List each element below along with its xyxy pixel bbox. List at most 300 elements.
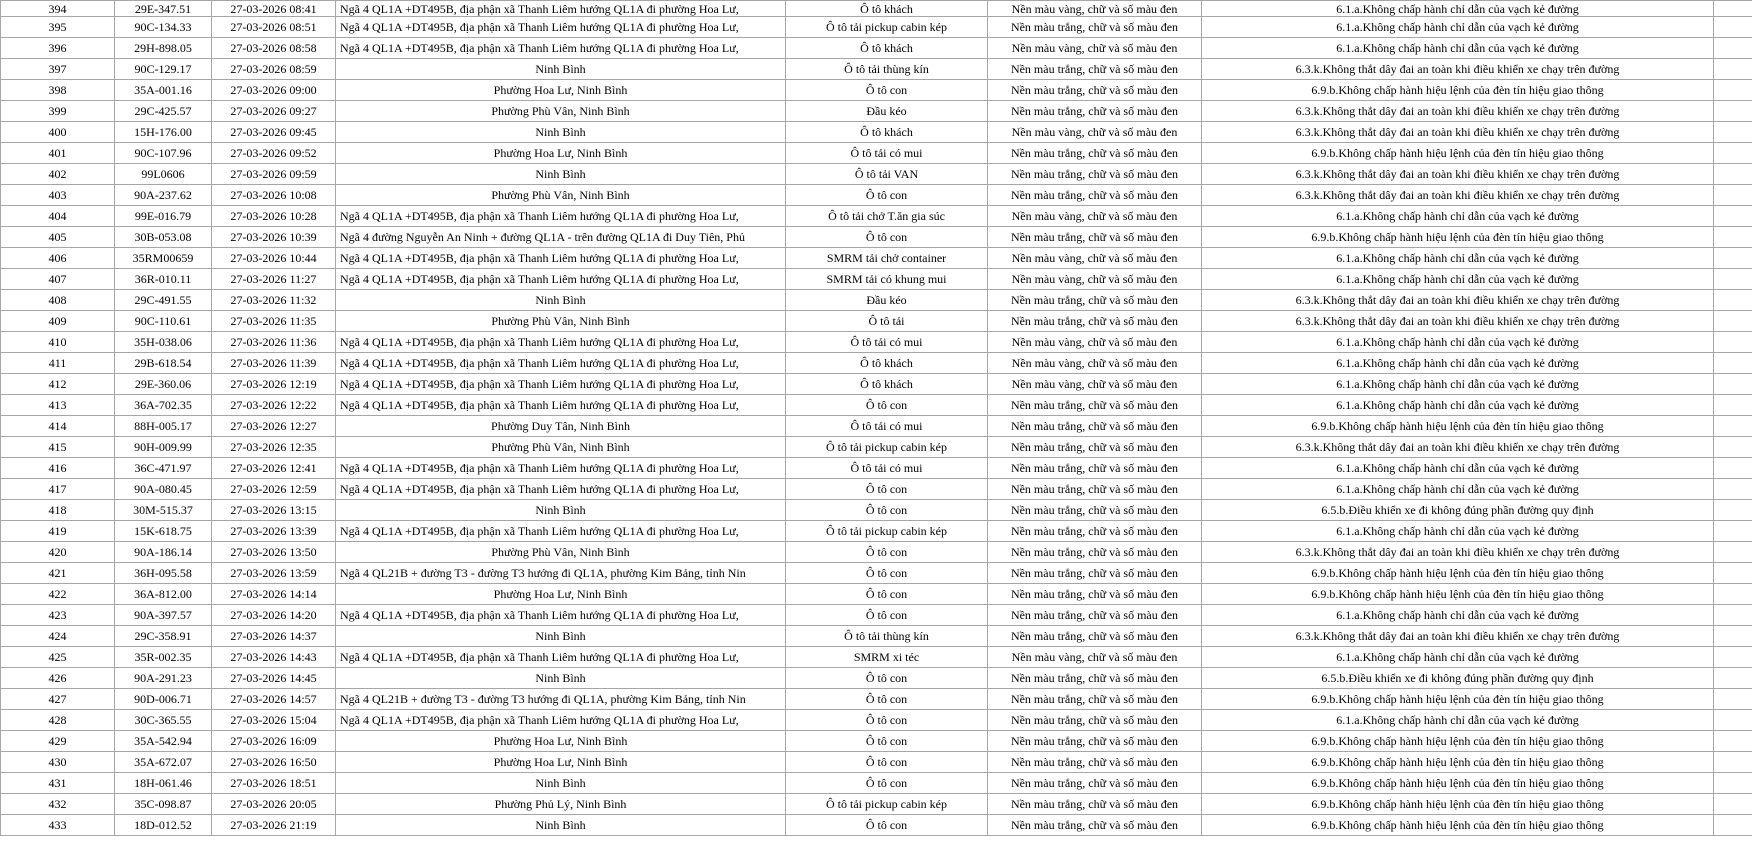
location-cell[interactable]: Phường Phủ Lý, Ninh Bình: [336, 794, 786, 815]
violation-time-cell[interactable]: 27-03-2026 12:27: [212, 416, 336, 437]
table-row[interactable]: [1, 374, 1752, 395]
violation-cell[interactable]: 6.9.b.Không chấp hành hiệu lệnh của đèn tín hiệu giao thông: [1202, 731, 1714, 752]
vehicle-type-cell[interactable]: Ô tô tải VAN: [786, 164, 988, 185]
empty-cell[interactable]: [1714, 353, 1752, 374]
plate-color-cell[interactable]: Nền màu trắng, chữ và số màu đen: [988, 164, 1202, 185]
row-number-cell[interactable]: 409: [1, 311, 115, 332]
plate-color-cell[interactable]: Nền màu vàng, chữ và số màu đen: [988, 353, 1202, 374]
empty-cell[interactable]: [1714, 605, 1752, 626]
location-cell[interactable]: Ngã 4 QL1A +DT495B, địa phận xã Thanh Liêm hướng QL1A đi phường Hoa Lư,: [336, 332, 786, 353]
plate-color-cell[interactable]: Nền màu vàng, chữ và số màu đen: [988, 1, 1202, 17]
plate-number-cell[interactable]: 90A-237.62: [115, 185, 212, 206]
plate-number-cell[interactable]: 29C-358.91: [115, 626, 212, 647]
plate-number-cell[interactable]: 90C-129.17: [115, 59, 212, 80]
violation-cell[interactable]: 6.9.b.Không chấp hành hiệu lệnh của đèn tín hiệu giao thông: [1202, 563, 1714, 584]
violation-cell[interactable]: 6.1.a.Không chấp hành chỉ dẫn của vạch kẻ đường: [1202, 206, 1714, 227]
violation-time-cell[interactable]: 27-03-2026 09:52: [212, 143, 336, 164]
location-cell[interactable]: Phường Hoa Lư, Ninh Bình: [336, 143, 786, 164]
row-number-cell[interactable]: 432: [1, 794, 115, 815]
row-number-cell[interactable]: 420: [1, 542, 115, 563]
table-row[interactable]: [1, 815, 1752, 836]
row-number-cell[interactable]: 429: [1, 731, 115, 752]
table-row[interactable]: [1, 227, 1752, 248]
table-row[interactable]: [1, 584, 1752, 605]
plate-number-cell[interactable]: 36A-812.00: [115, 584, 212, 605]
location-cell[interactable]: Ngã 4 QL21B + đường T3 - đường T3 hướng đi QL1A, phường Kim Bảng, tỉnh Nin: [336, 689, 786, 710]
vehicle-type-cell[interactable]: Ô tô tải pickup cabin kép: [786, 794, 988, 815]
plate-color-cell[interactable]: Nền màu vàng, chữ và số màu đen: [988, 269, 1202, 290]
location-cell[interactable]: Ninh Bình: [336, 773, 786, 794]
plate-color-cell[interactable]: Nền màu trắng, chữ và số màu đen: [988, 458, 1202, 479]
vehicle-type-cell[interactable]: Ô tô tải thùng kín: [786, 626, 988, 647]
plate-color-cell[interactable]: Nền màu trắng, chữ và số màu đen: [988, 290, 1202, 311]
violation-cell[interactable]: 6.5.b.Điều khiển xe đi không đúng phần đường quy định: [1202, 668, 1714, 689]
vehicle-type-cell[interactable]: Ô tô khách: [786, 38, 988, 59]
table-row[interactable]: [1, 668, 1752, 689]
location-cell[interactable]: Phường Phù Vân, Ninh Bình: [336, 185, 786, 206]
violation-time-cell[interactable]: 27-03-2026 09:00: [212, 80, 336, 101]
location-cell[interactable]: Ngã 4 QL21B + đường T3 - đường T3 hướng đi QL1A, phường Kim Bảng, tỉnh Nin: [336, 563, 786, 584]
empty-cell[interactable]: [1714, 416, 1752, 437]
violation-time-cell[interactable]: 27-03-2026 16:50: [212, 752, 336, 773]
location-cell[interactable]: Ninh Bình: [336, 164, 786, 185]
violation-cell[interactable]: 6.1.a.Không chấp hành chỉ dẫn của vạch kẻ đường: [1202, 647, 1714, 668]
vehicle-type-cell[interactable]: Ô tô tải: [786, 311, 988, 332]
plate-color-cell[interactable]: Nền màu trắng, chữ và số màu đen: [988, 80, 1202, 101]
empty-cell[interactable]: [1714, 17, 1752, 38]
violation-time-cell[interactable]: 27-03-2026 10:39: [212, 227, 336, 248]
empty-cell[interactable]: [1714, 563, 1752, 584]
plate-number-cell[interactable]: 30C-365.55: [115, 710, 212, 731]
plate-color-cell[interactable]: Nền màu vàng, chữ và số màu đen: [988, 248, 1202, 269]
location-cell[interactable]: Ngã 4 QL1A +DT495B, địa phận xã Thanh Liêm hướng QL1A đi phường Hoa Lư,: [336, 647, 786, 668]
vehicle-type-cell[interactable]: Đầu kéo: [786, 290, 988, 311]
violation-cell[interactable]: 6.9.b.Không chấp hành hiệu lệnh của đèn tín hiệu giao thông: [1202, 416, 1714, 437]
row-number-cell[interactable]: 423: [1, 605, 115, 626]
location-cell[interactable]: Ngã 4 QL1A +DT495B, địa phận xã Thanh Liêm hướng QL1A đi phường Hoa Lư,: [336, 1, 786, 17]
row-number-cell[interactable]: 415: [1, 437, 115, 458]
location-cell[interactable]: Ngã 4 QL1A +DT495B, địa phận xã Thanh Liêm hướng QL1A đi phường Hoa Lư,: [336, 395, 786, 416]
plate-number-cell[interactable]: 35A-672.07: [115, 752, 212, 773]
plate-number-cell[interactable]: 35H-038.06: [115, 332, 212, 353]
empty-cell[interactable]: [1714, 437, 1752, 458]
vehicle-type-cell[interactable]: Ô tô tải có mui: [786, 458, 988, 479]
violation-time-cell[interactable]: 27-03-2026 11:35: [212, 311, 336, 332]
vehicle-type-cell[interactable]: Ô tô con: [786, 605, 988, 626]
location-cell[interactable]: Ngã 4 QL1A +DT495B, địa phận xã Thanh Liêm hướng QL1A đi phường Hoa Lư,: [336, 206, 786, 227]
violation-time-cell[interactable]: 27-03-2026 16:09: [212, 731, 336, 752]
plate-color-cell[interactable]: Nền màu trắng, chữ và số màu đen: [988, 668, 1202, 689]
empty-cell[interactable]: [1714, 626, 1752, 647]
violation-cell[interactable]: 6.3.k.Không thắt dây đai an toàn khi điều khiển xe chạy trên đường: [1202, 311, 1714, 332]
vehicle-type-cell[interactable]: Ô tô con: [786, 815, 988, 836]
plate-number-cell[interactable]: 36A-702.35: [115, 395, 212, 416]
row-number-cell[interactable]: 412: [1, 374, 115, 395]
plate-number-cell[interactable]: 29C-425.57: [115, 101, 212, 122]
table-row[interactable]: [1, 563, 1752, 584]
empty-cell[interactable]: [1714, 794, 1752, 815]
location-cell[interactable]: Phường Duy Tân, Ninh Bình: [336, 416, 786, 437]
vehicle-type-cell[interactable]: SMRM tải có khung mui: [786, 269, 988, 290]
table-row[interactable]: [1, 605, 1752, 626]
location-cell[interactable]: Phường Hoa Lư, Ninh Bình: [336, 731, 786, 752]
violation-cell[interactable]: 6.1.a.Không chấp hành chỉ dẫn của vạch kẻ đường: [1202, 1, 1714, 17]
plate-color-cell[interactable]: Nền màu trắng, chữ và số màu đen: [988, 773, 1202, 794]
violation-cell[interactable]: 6.9.b.Không chấp hành hiệu lệnh của đèn tín hiệu giao thông: [1202, 80, 1714, 101]
vehicle-type-cell[interactable]: Ô tô con: [786, 185, 988, 206]
vehicle-type-cell[interactable]: Ô tô tải pickup cabin kép: [786, 437, 988, 458]
plate-color-cell[interactable]: Nền màu vàng, chữ và số màu đen: [988, 206, 1202, 227]
empty-cell[interactable]: [1714, 101, 1752, 122]
table-row[interactable]: [1, 542, 1752, 563]
row-number-cell[interactable]: 430: [1, 752, 115, 773]
plate-number-cell[interactable]: 29C-491.55: [115, 290, 212, 311]
empty-cell[interactable]: [1714, 458, 1752, 479]
plate-number-cell[interactable]: 36C-471.97: [115, 458, 212, 479]
violation-time-cell[interactable]: 27-03-2026 12:41: [212, 458, 336, 479]
violation-time-cell[interactable]: 27-03-2026 12:19: [212, 374, 336, 395]
location-cell[interactable]: Phường Phù Vân, Ninh Bình: [336, 311, 786, 332]
table-row[interactable]: [1, 521, 1752, 542]
row-number-cell[interactable]: 422: [1, 584, 115, 605]
violation-cell[interactable]: 6.9.b.Không chấp hành hiệu lệnh của đèn tín hiệu giao thông: [1202, 794, 1714, 815]
violation-time-cell[interactable]: 27-03-2026 09:45: [212, 122, 336, 143]
empty-cell[interactable]: [1714, 122, 1752, 143]
location-cell[interactable]: Ngã 4 QL1A +DT495B, địa phận xã Thanh Liêm hướng QL1A đi phường Hoa Lư,: [336, 605, 786, 626]
violation-time-cell[interactable]: 27-03-2026 15:04: [212, 710, 336, 731]
location-cell[interactable]: Ngã 4 QL1A +DT495B, địa phận xã Thanh Liêm hướng QL1A đi phường Hoa Lư,: [336, 248, 786, 269]
vehicle-type-cell[interactable]: Ô tô con: [786, 731, 988, 752]
empty-cell[interactable]: [1714, 38, 1752, 59]
violation-time-cell[interactable]: 27-03-2026 13:39: [212, 521, 336, 542]
violation-cell[interactable]: 6.3.k.Không thắt dây đai an toàn khi điều khiển xe chạy trên đường: [1202, 437, 1714, 458]
location-cell[interactable]: Ngã 4 QL1A +DT495B, địa phận xã Thanh Liêm hướng QL1A đi phường Hoa Lư,: [336, 479, 786, 500]
plate-color-cell[interactable]: Nền màu trắng, chữ và số màu đen: [988, 500, 1202, 521]
vehicle-type-cell[interactable]: Ô tô con: [786, 668, 988, 689]
row-number-cell[interactable]: 426: [1, 668, 115, 689]
violation-time-cell[interactable]: 27-03-2026 11:27: [212, 269, 336, 290]
location-cell[interactable]: Ngã 4 QL1A +DT495B, địa phận xã Thanh Liêm hướng QL1A đi phường Hoa Lư,: [336, 521, 786, 542]
plate-color-cell[interactable]: Nền màu vàng, chữ và số màu đen: [988, 332, 1202, 353]
location-cell[interactable]: Phường Hoa Lư, Ninh Bình: [336, 584, 786, 605]
violation-time-cell[interactable]: 27-03-2026 13:59: [212, 563, 336, 584]
table-row[interactable]: [1, 248, 1752, 269]
plate-color-cell[interactable]: Nền màu trắng, chữ và số màu đen: [988, 521, 1202, 542]
plate-color-cell[interactable]: Nền màu vàng, chữ và số màu đen: [988, 374, 1202, 395]
row-number-cell[interactable]: 427: [1, 689, 115, 710]
location-cell[interactable]: Ninh Bình: [336, 122, 786, 143]
plate-color-cell[interactable]: Nền màu trắng, chữ và số màu đen: [988, 584, 1202, 605]
plate-number-cell[interactable]: 15K-618.75: [115, 521, 212, 542]
row-number-cell[interactable]: 425: [1, 647, 115, 668]
row-number-cell[interactable]: 433: [1, 815, 115, 836]
table-row[interactable]: [1, 626, 1752, 647]
violation-cell[interactable]: 6.1.a.Không chấp hành chỉ dẫn của vạch kẻ đường: [1202, 248, 1714, 269]
table-row[interactable]: [1, 731, 1752, 752]
plate-color-cell[interactable]: Nền màu trắng, chữ và số màu đen: [988, 311, 1202, 332]
plate-color-cell[interactable]: Nền màu trắng, chữ và số màu đen: [988, 437, 1202, 458]
row-number-cell[interactable]: 405: [1, 227, 115, 248]
plate-color-cell[interactable]: Nền màu trắng, chữ và số màu đen: [988, 17, 1202, 38]
violation-time-cell[interactable]: 27-03-2026 12:59: [212, 479, 336, 500]
empty-cell[interactable]: [1714, 542, 1752, 563]
row-number-cell[interactable]: 419: [1, 521, 115, 542]
row-number-cell[interactable]: 417: [1, 479, 115, 500]
violation-cell[interactable]: 6.3.k.Không thắt dây đai an toàn khi điều khiển xe chạy trên đường: [1202, 185, 1714, 206]
table-row[interactable]: [1, 269, 1752, 290]
table-row[interactable]: [1, 59, 1752, 80]
plate-number-cell[interactable]: 90D-006.71: [115, 689, 212, 710]
vehicle-type-cell[interactable]: Ô tô tải chở T.ăn gia súc: [786, 206, 988, 227]
location-cell[interactable]: Ninh Bình: [336, 290, 786, 311]
empty-cell[interactable]: [1714, 311, 1752, 332]
plate-number-cell[interactable]: 90A-186.14: [115, 542, 212, 563]
vehicle-type-cell[interactable]: Ô tô con: [786, 500, 988, 521]
location-cell[interactable]: Ninh Bình: [336, 815, 786, 836]
vehicle-type-cell[interactable]: SMRM xi téc: [786, 647, 988, 668]
plate-number-cell[interactable]: 90C-134.33: [115, 17, 212, 38]
vehicle-type-cell[interactable]: Ô tô con: [786, 80, 988, 101]
violation-time-cell[interactable]: 27-03-2026 08:59: [212, 59, 336, 80]
plate-color-cell[interactable]: Nền màu trắng, chữ và số màu đen: [988, 416, 1202, 437]
plate-number-cell[interactable]: 36H-095.58: [115, 563, 212, 584]
empty-cell[interactable]: [1714, 248, 1752, 269]
violation-cell[interactable]: 6.1.a.Không chấp hành chỉ dẫn của vạch kẻ đường: [1202, 521, 1714, 542]
violation-cell[interactable]: 6.9.b.Không chấp hành hiệu lệnh của đèn tín hiệu giao thông: [1202, 143, 1714, 164]
empty-cell[interactable]: [1714, 206, 1752, 227]
vehicle-type-cell[interactable]: Ô tô khách: [786, 1, 988, 17]
row-number-cell[interactable]: 413: [1, 395, 115, 416]
plate-number-cell[interactable]: 99L0606: [115, 164, 212, 185]
vehicle-type-cell[interactable]: Ô tô tải pickup cabin kép: [786, 17, 988, 38]
violation-time-cell[interactable]: 27-03-2026 10:08: [212, 185, 336, 206]
violation-cell[interactable]: 6.9.b.Không chấp hành hiệu lệnh của đèn tín hiệu giao thông: [1202, 752, 1714, 773]
violation-time-cell[interactable]: 27-03-2026 08:51: [212, 17, 336, 38]
plate-number-cell[interactable]: 99E-016.79: [115, 206, 212, 227]
location-cell[interactable]: Phường Phù Vân, Ninh Bình: [336, 101, 786, 122]
vehicle-type-cell[interactable]: Ô tô con: [786, 479, 988, 500]
row-number-cell[interactable]: 414: [1, 416, 115, 437]
vehicle-type-cell[interactable]: Ô tô khách: [786, 353, 988, 374]
location-cell[interactable]: Phường Phù Vân, Ninh Bình: [336, 542, 786, 563]
table-row[interactable]: [1, 206, 1752, 227]
plate-color-cell[interactable]: Nền màu trắng, chữ và số màu đen: [988, 731, 1202, 752]
empty-cell[interactable]: [1714, 332, 1752, 353]
plate-color-cell[interactable]: Nền màu trắng, chữ và số màu đen: [988, 563, 1202, 584]
plate-number-cell[interactable]: 88H-005.17: [115, 416, 212, 437]
empty-cell[interactable]: [1714, 80, 1752, 101]
plate-color-cell[interactable]: Nền màu vàng, chữ và số màu đen: [988, 38, 1202, 59]
vehicle-type-cell[interactable]: Ô tô con: [786, 542, 988, 563]
violation-time-cell[interactable]: 27-03-2026 08:41: [212, 1, 336, 17]
vehicle-type-cell[interactable]: Ô tô con: [786, 227, 988, 248]
table-row[interactable]: [1, 353, 1752, 374]
violation-time-cell[interactable]: 27-03-2026 20:05: [212, 794, 336, 815]
violation-time-cell[interactable]: 27-03-2026 14:57: [212, 689, 336, 710]
violation-cell[interactable]: 6.5.b.Điều khiển xe đi không đúng phần đường quy định: [1202, 500, 1714, 521]
violation-time-cell[interactable]: 27-03-2026 13:50: [212, 542, 336, 563]
empty-cell[interactable]: [1714, 290, 1752, 311]
violation-time-cell[interactable]: 27-03-2026 09:27: [212, 101, 336, 122]
vehicle-type-cell[interactable]: Ô tô tải có mui: [786, 416, 988, 437]
violation-time-cell[interactable]: 27-03-2026 18:51: [212, 773, 336, 794]
violation-cell[interactable]: 6.3.k.Không thắt dây đai an toàn khi điều khiển xe chạy trên đường: [1202, 164, 1714, 185]
table-row[interactable]: [1, 311, 1752, 332]
violation-cell[interactable]: 6.1.a.Không chấp hành chỉ dẫn của vạch kẻ đường: [1202, 17, 1714, 38]
violation-time-cell[interactable]: 27-03-2026 08:58: [212, 38, 336, 59]
violation-time-cell[interactable]: 27-03-2026 10:28: [212, 206, 336, 227]
location-cell[interactable]: Ninh Bình: [336, 59, 786, 80]
location-cell[interactable]: Phường Hoa Lư, Ninh Bình: [336, 752, 786, 773]
row-number-cell[interactable]: 404: [1, 206, 115, 227]
violation-time-cell[interactable]: 27-03-2026 10:44: [212, 248, 336, 269]
violation-cell[interactable]: 6.9.b.Không chấp hành hiệu lệnh của đèn tín hiệu giao thông: [1202, 584, 1714, 605]
violation-cell[interactable]: 6.1.a.Không chấp hành chỉ dẫn của vạch kẻ đường: [1202, 353, 1714, 374]
row-number-cell[interactable]: 421: [1, 563, 115, 584]
violation-cell[interactable]: 6.9.b.Không chấp hành hiệu lệnh của đèn tín hiệu giao thông: [1202, 815, 1714, 836]
empty-cell[interactable]: [1714, 479, 1752, 500]
violation-time-cell[interactable]: 27-03-2026 12:35: [212, 437, 336, 458]
plate-number-cell[interactable]: 18H-061.46: [115, 773, 212, 794]
row-number-cell[interactable]: 418: [1, 500, 115, 521]
location-cell[interactable]: Ngã 4 QL1A +DT495B, địa phận xã Thanh Liêm hướng QL1A đi phường Hoa Lư,: [336, 710, 786, 731]
empty-cell[interactable]: [1714, 59, 1752, 80]
empty-cell[interactable]: [1714, 185, 1752, 206]
plate-number-cell[interactable]: 90H-009.99: [115, 437, 212, 458]
empty-cell[interactable]: [1714, 584, 1752, 605]
location-cell[interactable]: Ngã 4 QL1A +DT495B, địa phận xã Thanh Liêm hướng QL1A đi phường Hoa Lư,: [336, 17, 786, 38]
plate-color-cell[interactable]: Nền màu trắng, chữ và số màu đen: [988, 815, 1202, 836]
vehicle-type-cell[interactable]: SMRM tải chở container: [786, 248, 988, 269]
table-row[interactable]: [1, 164, 1752, 185]
table-row[interactable]: [1, 689, 1752, 710]
vehicle-type-cell[interactable]: Ô tô con: [786, 773, 988, 794]
empty-cell[interactable]: [1714, 668, 1752, 689]
empty-cell[interactable]: [1714, 710, 1752, 731]
empty-cell[interactable]: [1714, 374, 1752, 395]
table-row[interactable]: [1, 332, 1752, 353]
plate-number-cell[interactable]: 29E-347.51: [115, 1, 212, 17]
table-row[interactable]: [1, 752, 1752, 773]
table-row[interactable]: [1, 38, 1752, 59]
plate-number-cell[interactable]: 35C-098.87: [115, 794, 212, 815]
plate-number-cell[interactable]: 35R-002.35: [115, 647, 212, 668]
violation-time-cell[interactable]: 27-03-2026 14:20: [212, 605, 336, 626]
empty-cell[interactable]: [1714, 164, 1752, 185]
row-number-cell[interactable]: 416: [1, 458, 115, 479]
table-row[interactable]: [1, 710, 1752, 731]
row-number-cell[interactable]: 397: [1, 59, 115, 80]
violation-cell[interactable]: 6.1.a.Không chấp hành chỉ dẫn của vạch kẻ đường: [1202, 605, 1714, 626]
location-cell[interactable]: Phường Phù Vân, Ninh Bình: [336, 437, 786, 458]
plate-number-cell[interactable]: 29E-360.06: [115, 374, 212, 395]
violation-time-cell[interactable]: 27-03-2026 14:45: [212, 668, 336, 689]
row-number-cell[interactable]: 408: [1, 290, 115, 311]
empty-cell[interactable]: [1714, 689, 1752, 710]
table-row[interactable]: [1, 479, 1752, 500]
violation-cell[interactable]: 6.1.a.Không chấp hành chỉ dẫn của vạch kẻ đường: [1202, 332, 1714, 353]
plate-color-cell[interactable]: Nền màu trắng, chữ và số màu đen: [988, 752, 1202, 773]
plate-color-cell[interactable]: Nền màu trắng, chữ và số màu đen: [988, 479, 1202, 500]
empty-cell[interactable]: [1714, 1, 1752, 17]
plate-color-cell[interactable]: Nền màu vàng, chữ và số màu đen: [988, 122, 1202, 143]
table-row[interactable]: [1, 458, 1752, 479]
violation-cell[interactable]: 6.1.a.Không chấp hành chỉ dẫn của vạch kẻ đường: [1202, 38, 1714, 59]
plate-color-cell[interactable]: Nền màu trắng, chữ và số màu đen: [988, 101, 1202, 122]
vehicle-type-cell[interactable]: Ô tô con: [786, 395, 988, 416]
plate-number-cell[interactable]: 90A-397.57: [115, 605, 212, 626]
row-number-cell[interactable]: 407: [1, 269, 115, 290]
table-row[interactable]: [1, 143, 1752, 164]
vehicle-type-cell[interactable]: Ô tô tải có mui: [786, 332, 988, 353]
plate-number-cell[interactable]: 30B-053.08: [115, 227, 212, 248]
plate-number-cell[interactable]: 30M-515.37: [115, 500, 212, 521]
row-number-cell[interactable]: 400: [1, 122, 115, 143]
empty-cell[interactable]: [1714, 143, 1752, 164]
plate-number-cell[interactable]: 90C-110.61: [115, 311, 212, 332]
plate-color-cell[interactable]: Nền màu trắng, chữ và số màu đen: [988, 227, 1202, 248]
location-cell[interactable]: Ninh Bình: [336, 668, 786, 689]
plate-color-cell[interactable]: Nền màu trắng, chữ và số màu đen: [988, 710, 1202, 731]
empty-cell[interactable]: [1714, 521, 1752, 542]
violation-time-cell[interactable]: 27-03-2026 14:43: [212, 647, 336, 668]
vehicle-type-cell[interactable]: Ô tô khách: [786, 374, 988, 395]
violation-time-cell[interactable]: 27-03-2026 09:59: [212, 164, 336, 185]
empty-cell[interactable]: [1714, 731, 1752, 752]
plate-number-cell[interactable]: 35A-542.94: [115, 731, 212, 752]
vehicle-type-cell[interactable]: Ô tô con: [786, 710, 988, 731]
vehicle-type-cell[interactable]: Ô tô con: [786, 563, 988, 584]
violation-time-cell[interactable]: 27-03-2026 11:32: [212, 290, 336, 311]
row-number-cell[interactable]: 401: [1, 143, 115, 164]
plate-number-cell[interactable]: 29B-618.54: [115, 353, 212, 374]
plate-number-cell[interactable]: 90A-291.23: [115, 668, 212, 689]
violation-cell[interactable]: 6.9.b.Không chấp hành hiệu lệnh của đèn tín hiệu giao thông: [1202, 227, 1714, 248]
plate-color-cell[interactable]: Nền màu trắng, chữ và số màu đen: [988, 605, 1202, 626]
location-cell[interactable]: Ngã 4 QL1A +DT495B, địa phận xã Thanh Liêm hướng QL1A đi phường Hoa Lư,: [336, 374, 786, 395]
violation-cell[interactable]: 6.3.k.Không thắt dây đai an toàn khi điều khiển xe chạy trên đường: [1202, 626, 1714, 647]
empty-cell[interactable]: [1714, 815, 1752, 836]
plate-color-cell[interactable]: Nền màu vàng, chữ và số màu đen: [988, 647, 1202, 668]
violation-cell[interactable]: 6.1.a.Không chấp hành chỉ dẫn của vạch kẻ đường: [1202, 269, 1714, 290]
violation-cell[interactable]: 6.9.b.Không chấp hành hiệu lệnh của đèn tín hiệu giao thông: [1202, 689, 1714, 710]
violation-cell[interactable]: 6.1.a.Không chấp hành chỉ dẫn của vạch kẻ đường: [1202, 395, 1714, 416]
location-cell[interactable]: Ninh Bình: [336, 500, 786, 521]
row-number-cell[interactable]: 402: [1, 164, 115, 185]
table-row[interactable]: [1, 500, 1752, 521]
plate-color-cell[interactable]: Nền màu trắng, chữ và số màu đen: [988, 185, 1202, 206]
plate-number-cell[interactable]: 35A-001.16: [115, 80, 212, 101]
table-row[interactable]: [1, 437, 1752, 458]
violation-cell[interactable]: 6.9.b.Không chấp hành hiệu lệnh của đèn tín hiệu giao thông: [1202, 773, 1714, 794]
empty-cell[interactable]: [1714, 752, 1752, 773]
empty-cell[interactable]: [1714, 647, 1752, 668]
violation-time-cell[interactable]: 27-03-2026 11:39: [212, 353, 336, 374]
empty-cell[interactable]: [1714, 500, 1752, 521]
plate-color-cell[interactable]: Nền màu trắng, chữ và số màu đen: [988, 542, 1202, 563]
empty-cell[interactable]: [1714, 227, 1752, 248]
row-number-cell[interactable]: 395: [1, 17, 115, 38]
location-cell[interactable]: Ngã 4 QL1A +DT495B, địa phận xã Thanh Liêm hướng QL1A đi phường Hoa Lư,: [336, 458, 786, 479]
table-row[interactable]: [1, 416, 1752, 437]
violation-cell[interactable]: 6.3.k.Không thắt dây đai an toàn khi điều khiển xe chạy trên đường: [1202, 101, 1714, 122]
plate-number-cell[interactable]: 90A-080.45: [115, 479, 212, 500]
empty-cell[interactable]: [1714, 773, 1752, 794]
violation-time-cell[interactable]: 27-03-2026 21:19: [212, 815, 336, 836]
table-row[interactable]: [1, 101, 1752, 122]
violation-time-cell[interactable]: 27-03-2026 11:36: [212, 332, 336, 353]
vehicle-type-cell[interactable]: Ô tô con: [786, 752, 988, 773]
